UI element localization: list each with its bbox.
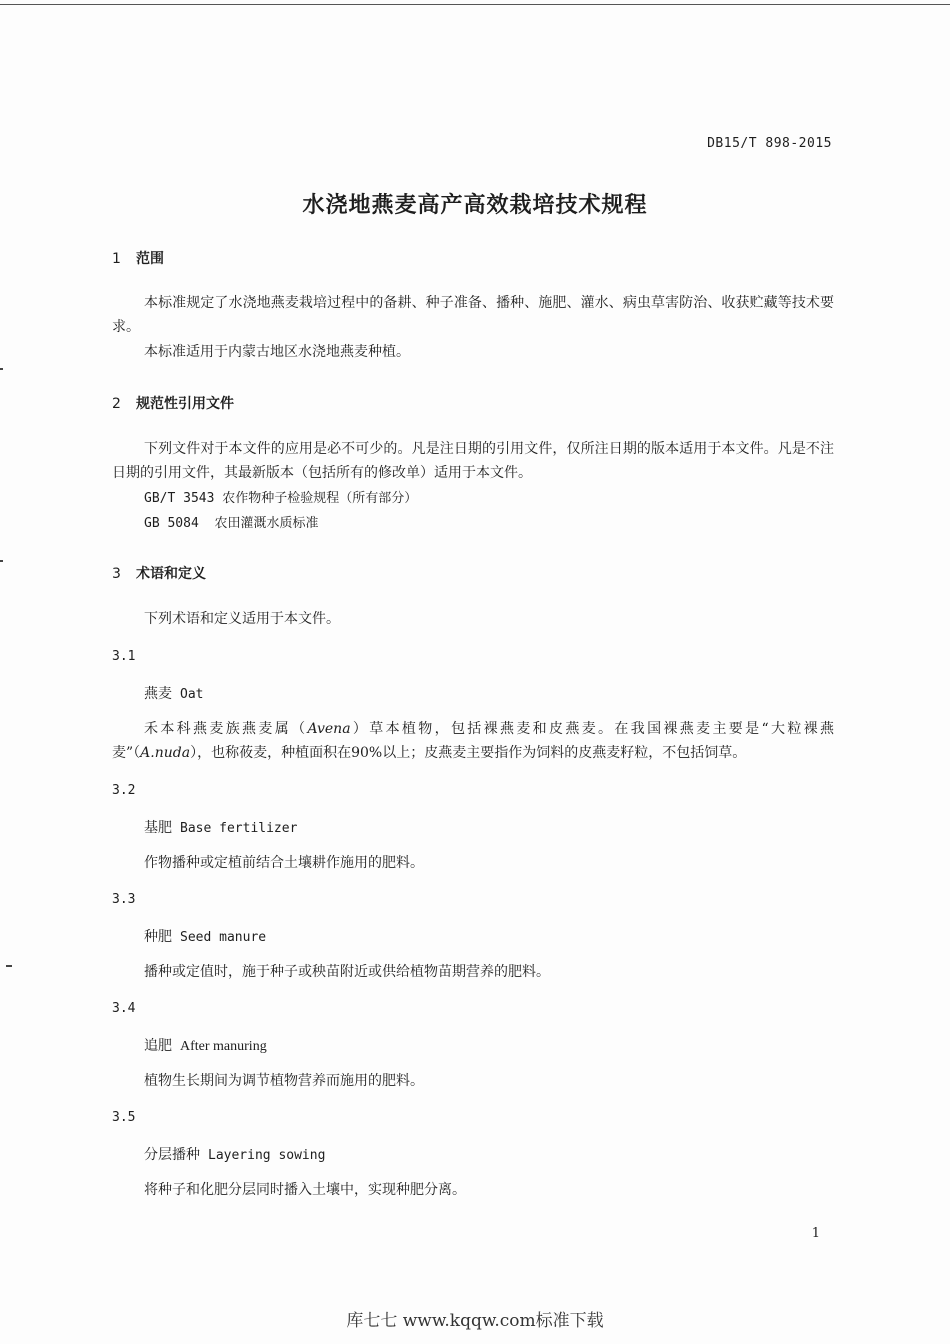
section-heading-references [112,393,234,413]
term-heading [144,926,266,946]
scan-mark [0,560,3,562]
species-name: A.nuda [140,745,191,761]
scope-paragraph-2: 本标准适用于内蒙古地区水浇地燕麦种植。 [144,344,410,360]
clause-number: 3.4 [112,1001,136,1016]
term-cn: 种肥 [144,929,172,945]
definition-text: ），也称莜麦，种植面积在90%以上；皮燕麦主要指作为饲料的皮燕麦籽粒，不包括饲草。 [190,745,747,761]
term-en: Base fertilizer [180,821,298,836]
doc-number: DB15/T 898-2015 [707,136,832,151]
scope-paragraph-1: 本标准规定了水浇地燕麦栽培过程中的备耕、种子准备、播种、施肥、灌水、病虫草害防治、收获贮藏等技术要求。 [112,295,834,335]
term-definition: 植物生长期间为调节植物营养而施用的肥料。 [144,1073,424,1089]
term-en: Seed manure [180,930,267,945]
page-number: 1 [811,1226,820,1241]
term-definition: 作物播种或定植前结合土壤耕作施用的肥料。 [144,855,424,871]
terms-intro: 下列术语和定义适用于本文件。 [144,611,340,627]
term-definition: 将种子和化肥分层同时播入土壤中，实现种肥分离。 [144,1182,466,1198]
section-title: 术语和定义 [136,566,206,582]
scan-mark [0,368,3,370]
page-title: 水浇地燕麦高产高效栽培技术规程 [302,193,648,218]
term-definition: 播种或定值时，施于种子或秧苗附近或供给植物苗期营养的肥料。 [144,964,550,980]
term-en: Oat [180,687,204,702]
section-number: 3 [112,566,121,582]
term-en: Layering sowing [208,1148,326,1163]
term-heading [144,1035,267,1055]
clause-number: 3.3 [112,892,136,907]
term-cn: 分层播种 [144,1147,200,1163]
genus-name: Avena [307,721,351,737]
clause-number: 3.5 [112,1110,136,1125]
section-number: 1 [112,251,121,267]
reference-item: GB 5084 农田灌溉水质标准 [144,516,319,531]
footer-watermark: 库七七 www.kqqw.com标准下载 [346,1311,604,1331]
scan-mark [6,965,12,967]
section-heading-scope [112,248,164,268]
section-title: 范围 [136,251,164,267]
definition-text: ）草本植物，包括裸燕麦和皮燕麦。在我国裸燕麦主要是“大粒裸燕麦”（ [112,721,835,761]
term-cn: 基肥 [144,820,172,836]
clause-number: 3.2 [112,783,136,798]
section-number: 2 [112,396,121,412]
clause-number: 3.1 [112,649,136,664]
term-heading [144,683,203,703]
term-heading [144,817,297,837]
reference-item: GB/T 3543 农作物种子检验规程（所有部分） [144,491,418,506]
term-cn: 燕麦 [144,686,172,702]
term-cn: 追肥 [144,1038,172,1054]
section-title: 规范性引用文件 [136,396,234,412]
definition-text: 禾本科燕麦族燕麦属（ [144,721,308,737]
scan-border-line [0,4,950,5]
term-heading [144,1144,325,1164]
section-heading-terms [112,563,206,583]
term-definition [112,717,834,765]
references-paragraph: 下列文件对于本文件的应用是必不可少的。凡是注日期的引用文件，仅所注日期的版本适用于本文件。凡是不注日期的引用文件，其最新版本（包括所有的修改单）适用于本文件。 [112,441,834,481]
term-en: After manuring [180,1039,267,1054]
